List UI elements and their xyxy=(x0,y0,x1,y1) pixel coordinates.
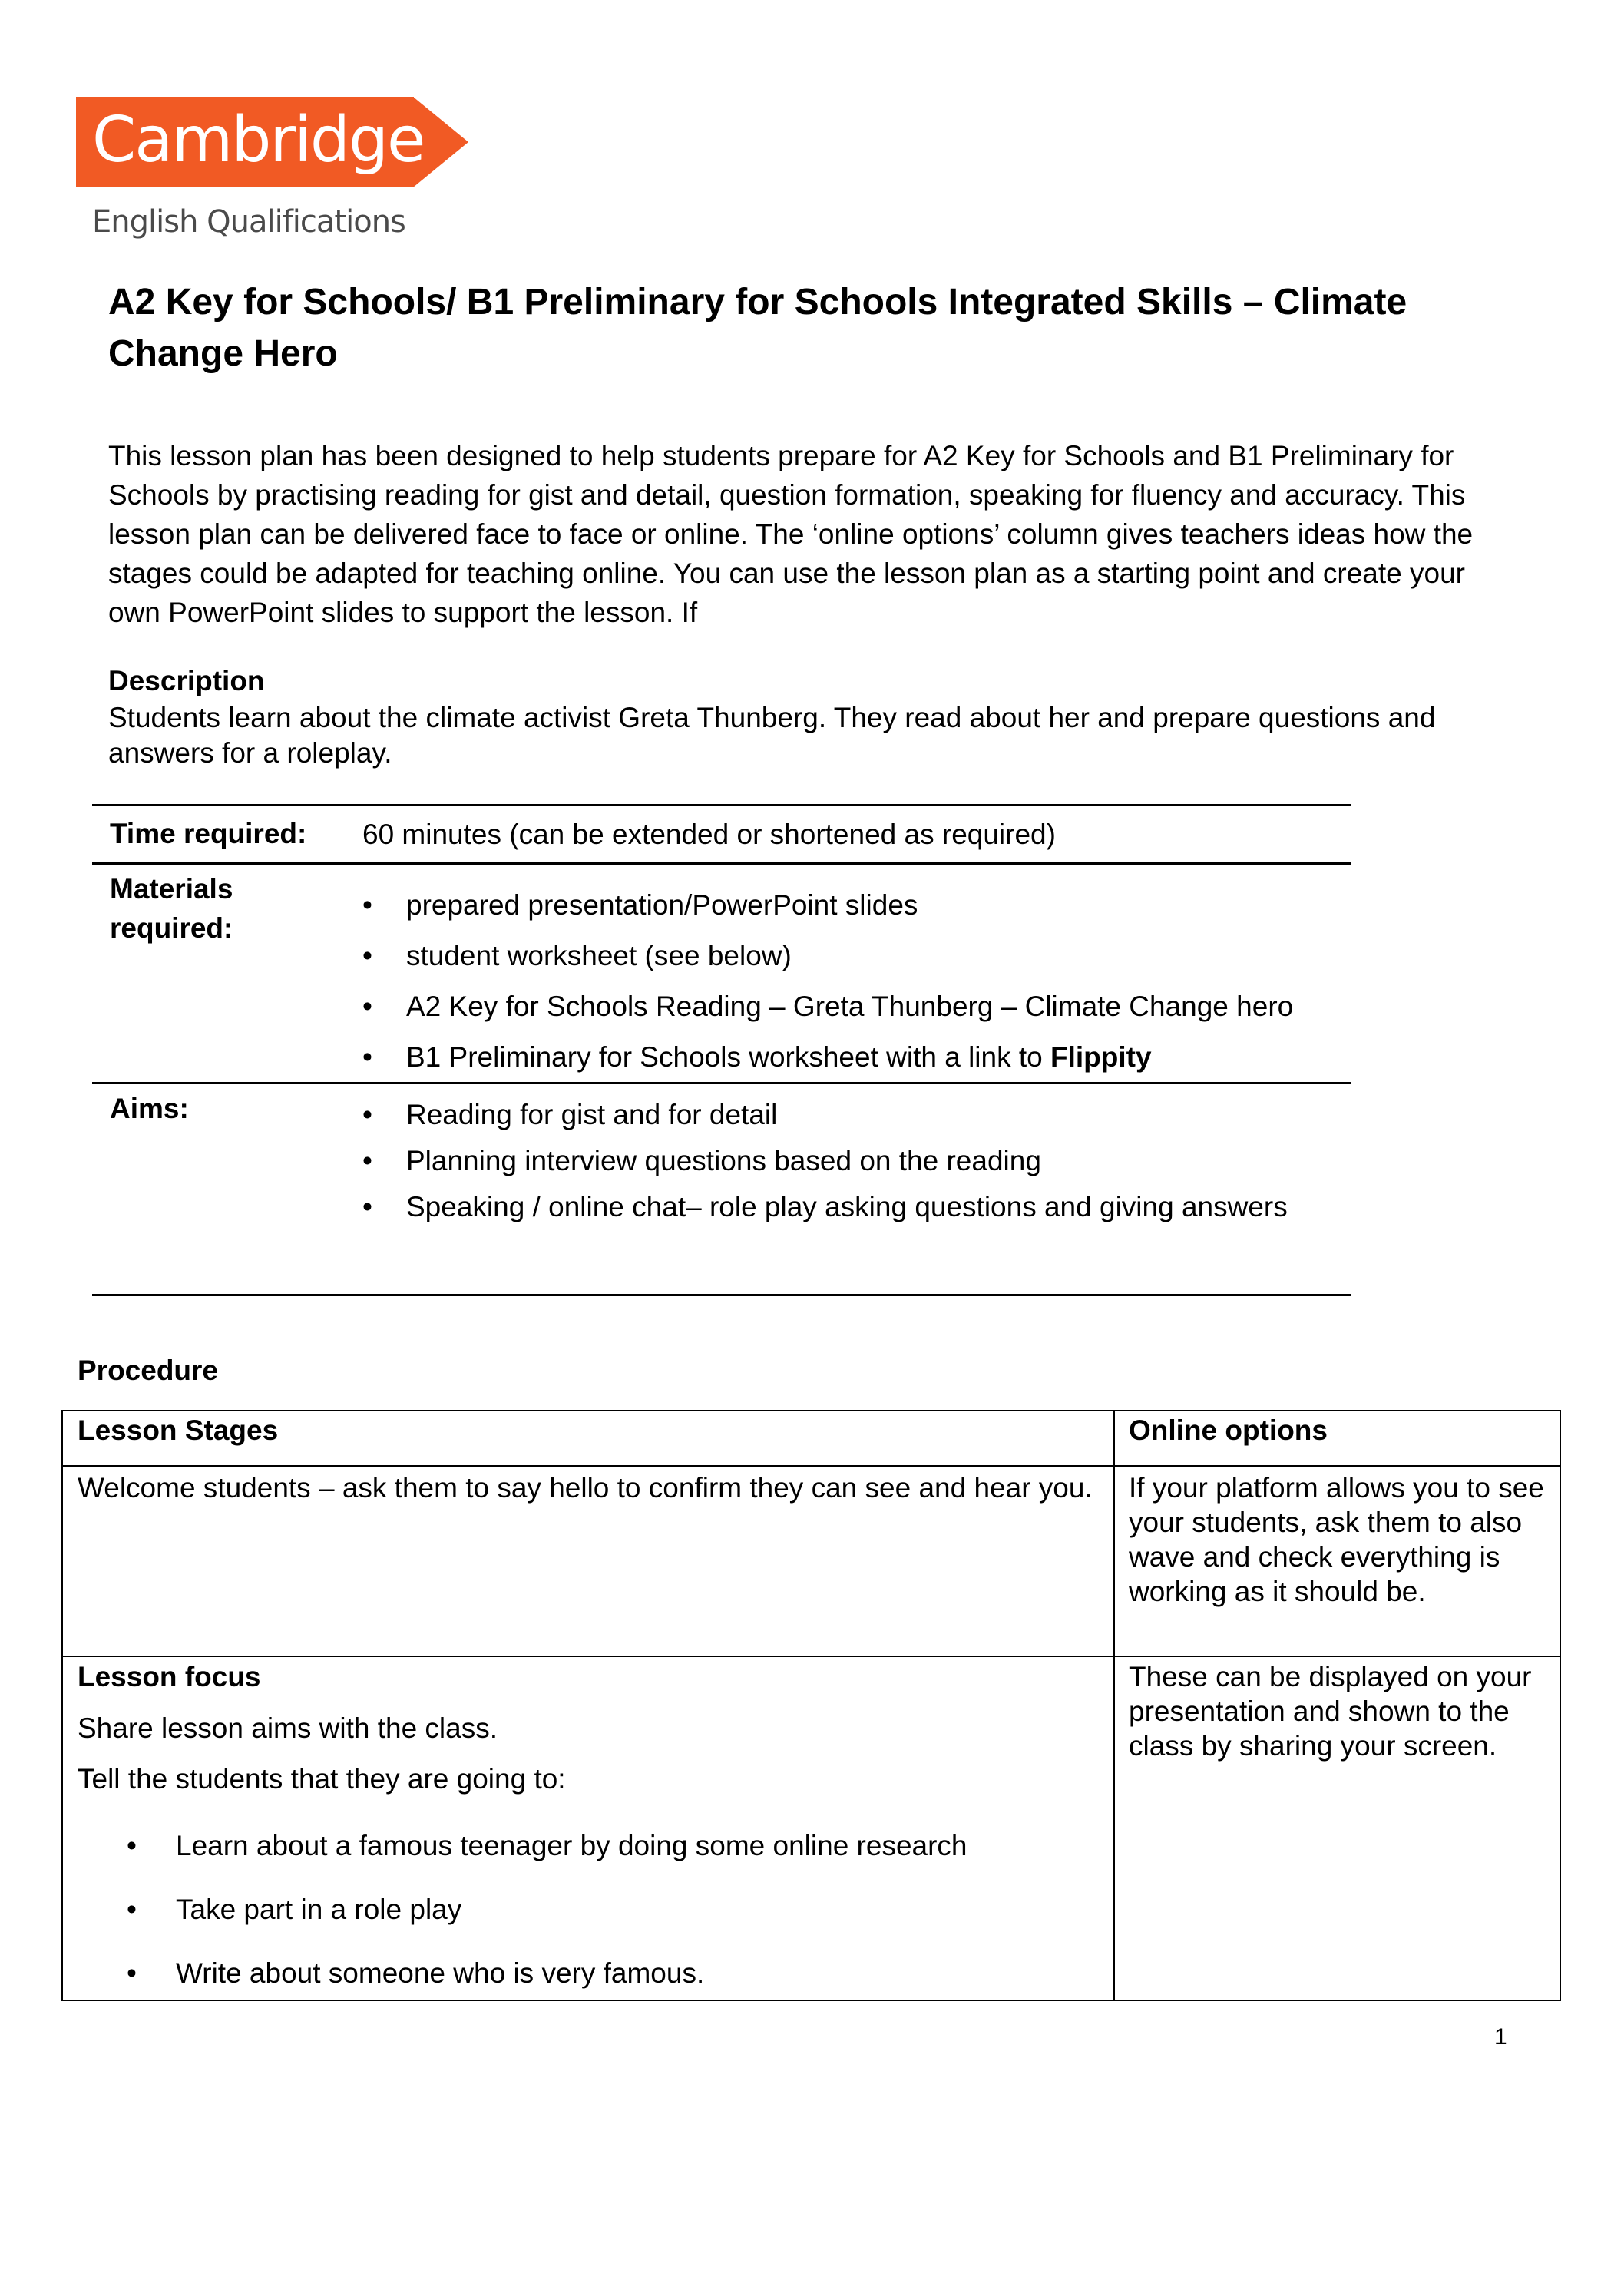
divider xyxy=(92,862,1351,865)
lesson-focus-list xyxy=(127,1814,967,2005)
row1-online: If your platform allows you to see your students, ask them to also wave and check everything is working as it should be. xyxy=(1129,1472,1544,1607)
divider xyxy=(92,1294,1351,1296)
page-number: 1 xyxy=(1494,2024,1507,2050)
header-online-options: Online options xyxy=(1129,1414,1328,1446)
list-item: • student worksheet (see below) xyxy=(362,931,1293,981)
logo-subtitle: English Qualifications xyxy=(92,204,405,240)
row1-stage: Welcome students – ask them to say hello to confirm they can see and hear you. xyxy=(78,1472,1093,1504)
lesson-focus-heading: Lesson focus xyxy=(78,1661,261,1692)
intro-paragraph: This lesson plan has been designed to help students prepare for A2 Key for Schools and B1 Preliminary for Schools by practising reading for gist and detail, question formation, speaking for fluency and accuracy. This lesson plan can be delivered face to face or online. The ‘online options’ column gives teachers ideas how the stages could be adapted for teaching online. You can use the lesson plan as a starting point and create your own PowerPoint slides to support the lesson. If xyxy=(108,440,1474,628)
lesson-focus-line2: Tell the students that they are going to: xyxy=(78,1763,566,1795)
row-divider xyxy=(61,1465,1561,1467)
list-item: • Take part in a role play xyxy=(127,1877,967,1941)
list-item: • Learn about a famous teenager by doing some online research xyxy=(127,1814,967,1877)
materials-label: Materials required: xyxy=(110,873,233,944)
list-item: • prepared presentation/PowerPoint slides xyxy=(362,880,1293,931)
description-text: Students learn about the climate activist Greta Thunberg. They read about her and prepare questions and answers for a roleplay. xyxy=(108,702,1436,769)
time-value: 60 minutes (can be extended or shortened as required) xyxy=(362,819,1056,850)
logo-brand: Cambridge xyxy=(92,104,425,177)
divider xyxy=(92,1082,1351,1084)
list-item: • Planning interview questions based on the reading xyxy=(362,1138,1288,1184)
list-item: • A2 Key for Schools Reading – Greta Thunberg – Climate Change hero xyxy=(362,981,1293,1032)
procedure-heading: Procedure xyxy=(78,1355,219,1386)
header-lesson-stages: Lesson Stages xyxy=(78,1414,279,1446)
list-item: • Speaking / online chat– role play asking questions and giving answers xyxy=(362,1184,1288,1230)
row-divider xyxy=(61,1656,1561,1657)
flippity-link[interactable]: Flippity xyxy=(1050,1041,1152,1073)
divider xyxy=(92,804,1351,806)
page-title: A2 Key for Schools/ B1 Preliminary for Schools Integrated Skills – Climate Change Hero xyxy=(108,282,1407,374)
materials-list xyxy=(362,880,1293,1083)
row2-online: These can be displayed on your presentation and shown to the class by sharing your screen. xyxy=(1129,1661,1532,1762)
column-divider xyxy=(1113,1410,1115,2001)
time-label: Time required: xyxy=(110,818,307,849)
aims-list xyxy=(362,1092,1288,1230)
description-heading: Description xyxy=(108,665,265,696)
list-item: • Write about someone who is very famous. xyxy=(127,1941,967,2005)
list-item: • Reading for gist and for detail xyxy=(362,1092,1288,1138)
lesson-focus-line1: Share lesson aims with the class. xyxy=(78,1712,498,1744)
list-item: • B1 Preliminary for Schools worksheet with a link to Flippity xyxy=(362,1032,1293,1083)
aims-label: Aims: xyxy=(110,1093,189,1124)
